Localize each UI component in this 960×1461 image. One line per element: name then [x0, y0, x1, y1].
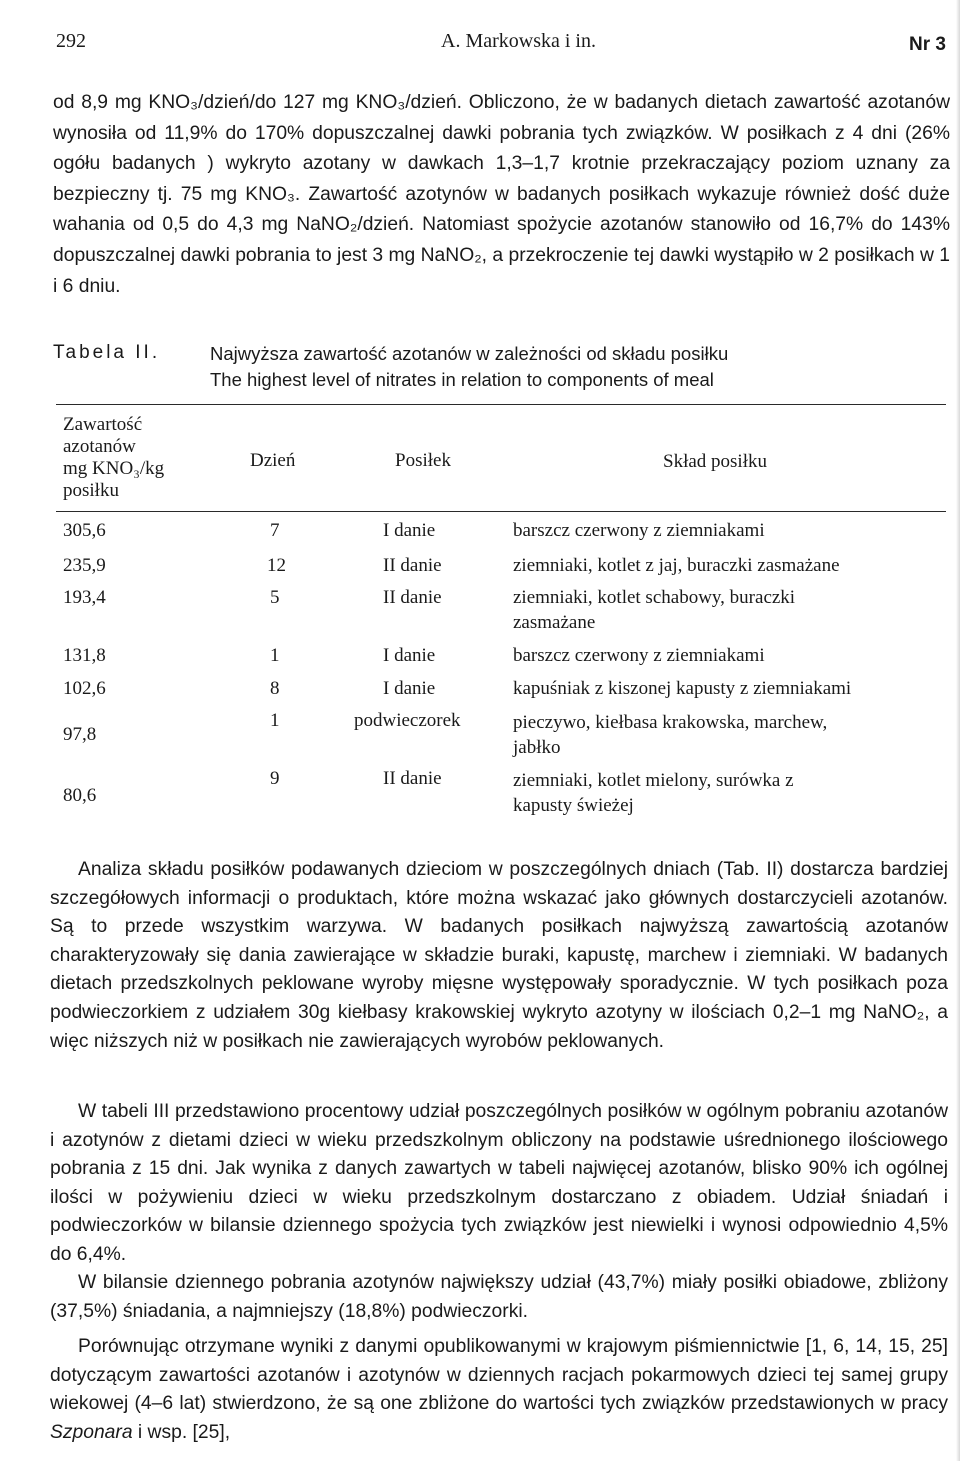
cell-content: 80,6: [63, 785, 97, 806]
cell-content: 131,8: [63, 645, 106, 666]
cell-composition: kapuśniak z kiszonej kapusty z ziemniakami: [513, 678, 852, 699]
intro-paragraph: od 8,9 mg KNO₃/dzień/do 127 mg KNO₃/dzień. Obliczono, że w badanych dietach zawartość azotanów wynosiła od 11,9% do 170% dopuszczalnej dawki pobrania tych związków. W posiłkach z 4 dni (26% ogółu badanych ) wykryto azotany w dawkach 1,3–1,7 krotnie przekraczający poziom uznany za bezpieczny tj. 75 mg KNO₃. Zawartość azotynów w badanych posiłkach wykazuje również dość duże wahania od 0,5 do 4,3 mg NaNO₂/dzień. Natomiast spożycie azotanów stanowiło od 16,7% do 143% dopuszczalnej dawki pobrania to jest 3 mg NaNO₂, a przekroczenie tej dawki wystąpiło w 2 posiłkach w 1 i 6 dniu.: [53, 92, 950, 297]
cell-content: 193,4: [63, 587, 106, 608]
cell-meal: I danie: [383, 645, 436, 666]
cell-composition: ziemniaki, kotlet z jaj, buraczki zasmażane: [513, 555, 840, 576]
cell-composition-line: ziemniaki, kotlet schabowy, buraczki: [513, 587, 796, 608]
header-content-line: Zawartość: [63, 414, 143, 435]
cell-composition: [513, 585, 795, 635]
header-day: Dzień: [250, 450, 296, 471]
header-meal: Posiłek: [395, 450, 451, 471]
cell-day: 1: [270, 710, 280, 731]
cell-day: 1: [270, 645, 280, 666]
cell-composition-line: jabłko: [513, 737, 561, 758]
cell-composition: [513, 710, 827, 760]
cell-meal: II danie: [383, 587, 442, 608]
scan-edge-shadow: [956, 0, 960, 1461]
cell-composition: barszcz czerwony z ziemniakami: [513, 520, 765, 541]
body-paragraph-1: Analiza składu posiłków podawanych dzieciom w poszczególnych dniach (Tab. II) dostarcza bardziej szczegółowych informacji o produktach, które można wskazać jako głównych dostarczycieli azotanów. Są to przede wszystkim warzywa. W badanych posiłkach najwyższą zawartością azotanów charakteryzowały się dania zawierające w składzie buraki, kapustę, marchew i ziemniaki. W badanych dietach przedszkolnych peklowane wyroby mięsne występowały sporadycznie. W tych posiłkach poza podwieczorkiem z udziałem 30g kiełbasy krakowskiej wykryto azotyny w ilościach 0,2–1 mg NaNO₂, a więc niższych niż w posiłkach nie zawierających wyrobów peklowanych.: [50, 859, 948, 1052]
header-content-line: azotanów: [63, 436, 136, 457]
header-composition: Skład posiłku: [663, 451, 767, 472]
table-header-rule: [56, 511, 946, 512]
cited-author: Szponara: [50, 1421, 133, 1443]
table-caption-pl: Najwyższa zawartość azotanów w zależności od składu posiłku: [210, 343, 729, 364]
header-content-line: mg KNO₃/kg: [63, 458, 165, 479]
cell-content: 235,9: [63, 555, 106, 576]
table-top-rule: [56, 404, 946, 405]
cell-composition: [513, 768, 794, 818]
cell-day: 5: [270, 587, 280, 608]
paragraph-text: i wsp. [25],: [132, 1421, 231, 1443]
cell-composition-line: zasmażane: [513, 612, 596, 633]
header-content-line: posiłku: [63, 480, 119, 501]
cell-meal: I danie: [383, 678, 436, 699]
cell-content: 97,8: [63, 724, 97, 745]
cell-meal: II danie: [383, 555, 442, 576]
body-paragraph-2: W tabeli III przedstawiono procentowy udział poszczególnych posiłków w ogólnym pobraniu azotanów i azotynów z dietami dzieci w wieku przedszkolnym obliczony na podstawie uśrednionego ilościowego pobrania z 15 dni. Jak wynika z danych zawartych w tabeli najwięcej azotanów, blisko 90% ich ogólnej ilości w pożywieniu dzieci w wieku przedszkolnym dostarczano z obiadem. Udział śniadań i podwieczorków w bilansie dziennego spożycia tych związków jest niewielki i wynosi odpowiednio 4,5% do 6,4%.: [50, 1101, 948, 1265]
cell-content: 102,6: [63, 678, 106, 699]
cell-meal: I danie: [383, 520, 436, 541]
cell-day: 8: [270, 678, 280, 699]
cell-content: 305,6: [63, 520, 106, 541]
cell-composition: barszcz czerwony z ziemniakami: [513, 645, 765, 666]
table-caption-en: The highest level of nitrates in relation to components of meal: [210, 369, 714, 390]
running-author: A. Markowska i in.: [441, 30, 596, 52]
paragraph-text: Porównując otrzymane wyniki z danymi opublikowanymi w krajowym piśmiennictwie [1, 6, 14, 15, 25] dotyczącym zawartości azotanów i azotynów w dziennych racjach pokarmowych dzieci tej samej grupy wiekowej (4–6 lat) stwierdzono, że są one zbliżone do wartości tych związków przedstawionych w pracy: [50, 1336, 948, 1415]
body-paragraph-4: [50, 1333, 948, 1447]
cell-day: 9: [270, 768, 280, 789]
cell-composition-line: kapusty świeżej: [513, 795, 634, 816]
body-paragraph-3: W bilansie dziennego pobrania azotynów największy udział (43,7%) miały posiłki obiadowe, zbliżony (37,5%) śniadania, a najmniejszy (18,8%) podwieczorki.: [50, 1272, 948, 1322]
cell-meal: podwieczorek: [354, 710, 461, 731]
page-number: 292: [56, 30, 86, 52]
cell-composition-line: ziemniaki, kotlet mielony, surówka z: [513, 770, 794, 791]
table-label: Tabela II.: [53, 342, 161, 363]
cell-day: 12: [267, 555, 286, 576]
cell-composition-line: pieczywo, kiełbasa krakowska, marchew,: [513, 712, 828, 733]
cell-day: 7: [270, 520, 280, 541]
cell-meal: II danie: [383, 768, 442, 789]
issue-number: Nr 3: [909, 34, 946, 55]
page-header: [56, 30, 952, 60]
header-content: [63, 414, 164, 502]
